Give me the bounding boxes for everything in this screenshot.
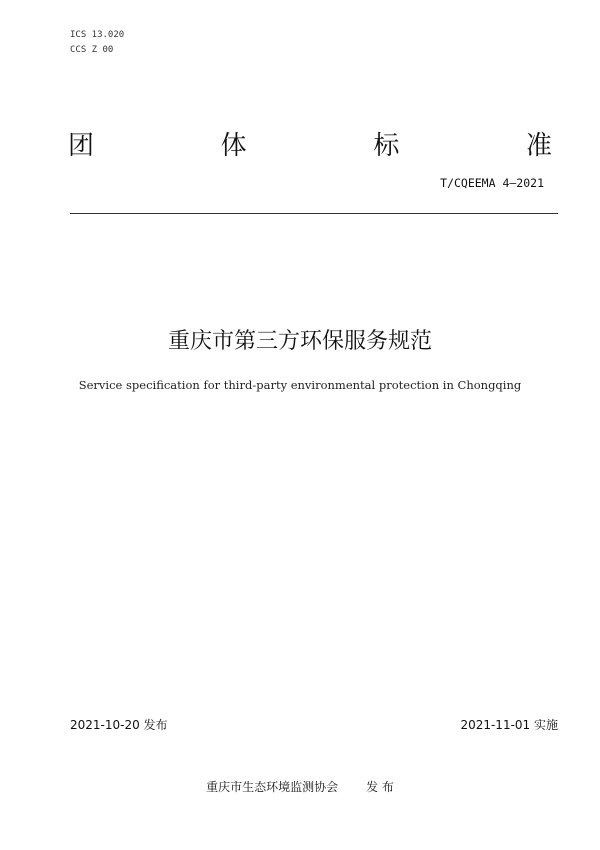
document-title-chinese: 重庆市第三方环保服务规范 (167, 329, 432, 354)
ccs-code: CCS Z 00 (70, 45, 114, 55)
standard-type-char-1: 团 (68, 131, 95, 161)
standard-type-char-4: 准 (525, 131, 552, 161)
publisher-name: 重庆市生态环境监测协会 (206, 780, 339, 794)
publisher-action: 发 布 (366, 780, 394, 794)
standard-type-char-2: 体 (220, 131, 247, 161)
standard-number: T/CQEEMA 4—2021 (440, 176, 544, 190)
ics-code: ICS 13.020 (70, 30, 125, 40)
standard-type-heading (68, 128, 552, 164)
implement-date: 2021-11-01 实施 (460, 718, 558, 732)
publisher-line (0, 778, 600, 795)
classification-codes (70, 28, 124, 58)
header-divider (70, 213, 558, 214)
publish-date: 2021-10-20 发布 (70, 718, 168, 732)
date-row (70, 716, 558, 733)
document-title-english: Service specification for third-party environmental protection in Chongqing (78, 378, 522, 392)
standard-type-char-3: 标 (373, 131, 400, 161)
